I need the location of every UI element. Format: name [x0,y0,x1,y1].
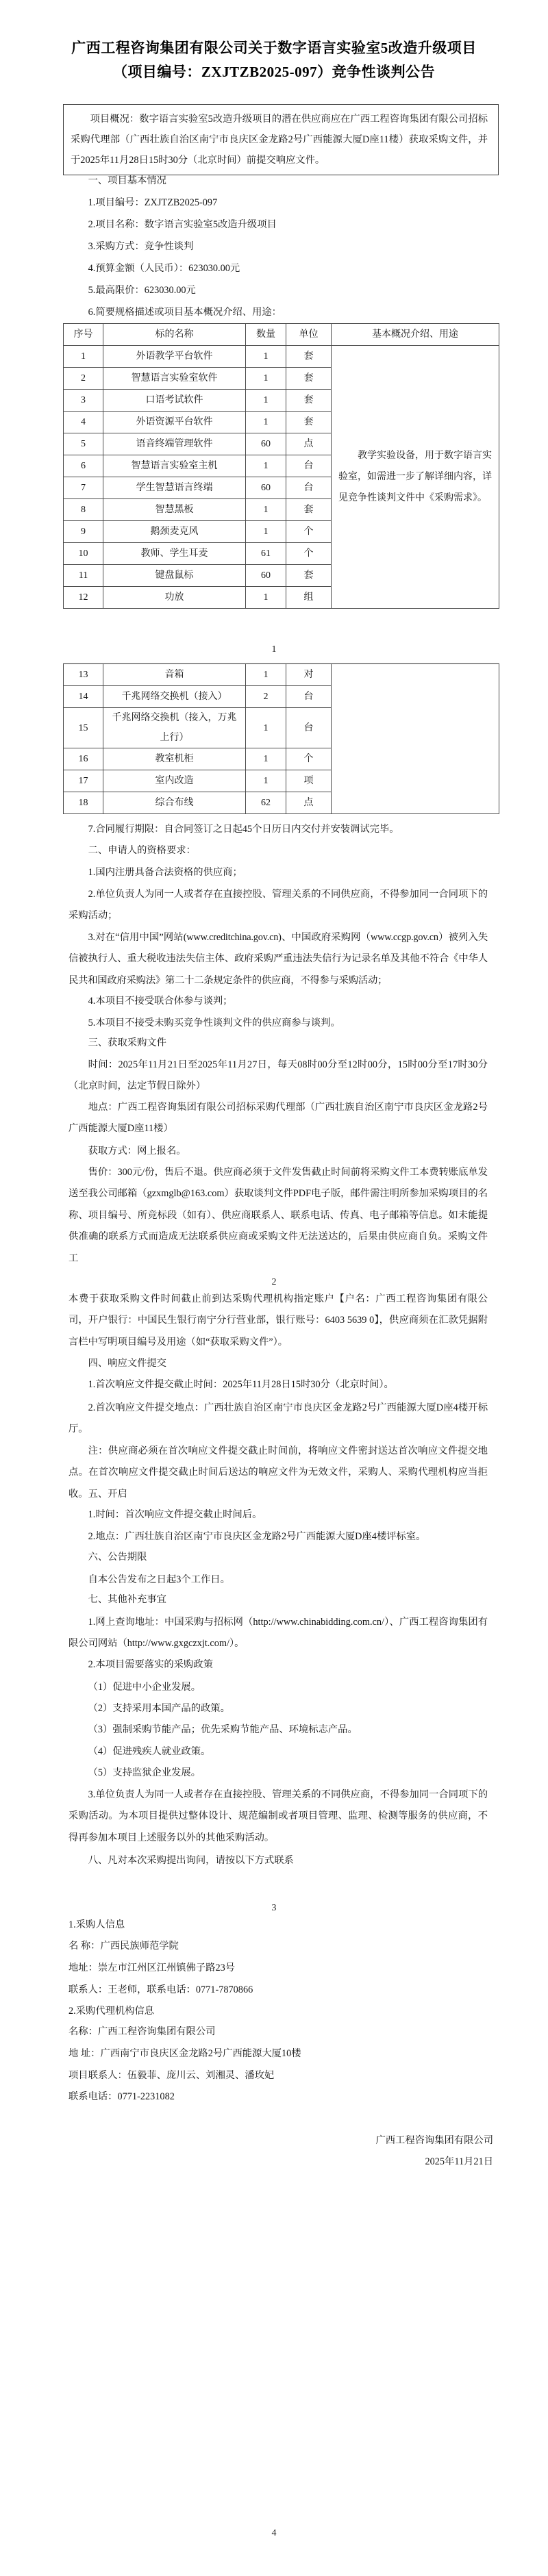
table-cell: 1 [246,390,286,412]
contract-period: 7.合同履行期限：自合同签订之日起45个日历日内交付并安装调试完毕。 [88,824,399,835]
table-cell: 15 [64,708,103,748]
policy-item-2: （2）支持采用本国产品的政策。 [88,1703,230,1714]
table-cell: 教室机柜 [103,748,246,770]
table-cell: 套 [286,412,332,433]
qualification-item-4: 4.本项目不接受联合体参与谈判； [88,996,233,1007]
document-title [0,36,548,84]
table-cell: 12 [64,587,103,609]
policy-item-3: （3）强制采购节能产品；优先采购节能产品、环境标志产品。 [88,1724,358,1735]
table-cell: 60 [246,477,286,499]
page-number-1: 1 [271,644,277,655]
table-cell: 1 [246,664,286,686]
goods-table-page2 [63,663,499,814]
document-title-line2: （项目编号：ZXJTZB2025-097）竞争性谈判公告 [112,64,436,80]
table-cell: 语音终端管理软件 [103,433,246,455]
agency-project-contacts: 项目联系人：伍毅菲、庞川云、刘湘灵、潘玫妃 [68,2070,275,2081]
table-cell: 千兆网络交换机（接入） [103,686,246,708]
policy-item-4: （4）促进残疾人就业政策。 [88,1746,211,1757]
table-cell: 17 [64,770,103,792]
section-2-heading: 二、申请人的资格要求： [88,845,196,856]
col-header-unit: 单位 [286,324,332,346]
col-header-item: 标的名称 [103,324,246,346]
table-cell: 60 [246,565,286,587]
table-cell: 音箱 [103,664,246,686]
table-cell: 1 [246,748,286,770]
table-cell: 键盘鼠标 [103,565,246,587]
policy-item-1: （1）促进中小企业发展。 [88,1682,201,1693]
signature-company: 广西工程咨询集团有限公司 [375,2135,493,2146]
table-cell: 套 [286,368,332,390]
document-obtain-time: 时间：2025年11月21日至2025年11月27日，每天08时00分至12时00分，15时00分至17时30分（北京时间，法定节假日除外） [68,1059,488,1092]
table-cell: 功放 [103,587,246,609]
table-cell: 1 [246,708,286,748]
table-cell: 11 [64,565,103,587]
table-cell: 点 [286,792,332,814]
table-cell: 60 [246,433,286,455]
project-number: 1.项目编号：ZXJTZB2025-097 [88,197,218,208]
table-cell: 9 [64,521,103,543]
project-overview-box [63,104,499,175]
table-cell: 1 [246,770,286,792]
online-query-address: 1.网上查询地址：中国采购与招标网（http://www.chinabidding.com.cn/）、广西工程咨询集团有限公司网站（http://www.gxgczxjt.com/）。 [68,1617,488,1650]
goods-table-header-row [64,324,499,346]
table-cell: 台 [286,686,332,708]
buyer-address: 地址：崇左市江州区江州镇佛子路23号 [68,1962,236,1973]
table-cell: 10 [64,543,103,565]
table-cell: 台 [286,477,332,499]
opening-time: 1.时间：首次响应文件提交截止时间后。 [88,1509,262,1520]
table-cell: 智慧语言实验室主机 [103,455,246,477]
table-cell: 综合布线 [103,792,246,814]
policy-item-5: （5）支持监狱企业发展。 [88,1767,201,1778]
table-cell: 61 [246,543,286,565]
section-5-heading: 五、开启 [88,1489,127,1500]
agency-info-label: 2.采购代理机构信息 [68,2006,155,2017]
table-cell: 套 [286,390,332,412]
usage-note-text: 教学实验设备，用于数字语言实验室，如需进一步了解详细内容，详见竞争性谈判文件中《采购需求》。 [338,451,492,503]
section-7-heading: 七、其他补充事宜 [88,1594,166,1605]
table-row [64,664,499,686]
agency-address: 地 址：广西南宁市良庆区金龙路2号广西能源大厦10楼 [68,2048,301,2059]
document-price-part1: 售价：300元/份，售后不退。供应商必须于文件发售截止时间前将采购文件工本费转账底单发送至我公司邮箱（gzxmglb@163.com）获取谈判文件PDF电子版，邮件需注明所参加采购项目的名称、项目编号、所竞标段（如有）、供应商联系人、联系电话、传真、电子邮箱等信息。如未能提供准确的联系方式而造成无法联系供应商或采购文件无法送达的，后果由供应商自负。采购文件工 [68,1167,488,1264]
table-cell: 套 [286,565,332,587]
table-cell: 1 [246,521,286,543]
table-cell: 1 [246,455,286,477]
usage-note-cell [332,346,499,609]
table-cell: 8 [64,499,103,521]
table-cell: 个 [286,543,332,565]
table-cell: 1 [246,587,286,609]
response-deadline: 1.首次响应文件提交截止时间：2025年11月28日15时30分（北京时间）。 [88,1379,394,1390]
supplementary-item-3: 3.单位负责人为同一人或者存在直接控股、管理关系的不同供应商，不得参加同一合同项下的采购活动。为本项目提供过整体设计、规范编制或者项目管理、监理、检测等服务的供应商，不得再参加本项目上述服务以外的其他采购活动。 [68,1789,488,1843]
table-cell: 16 [64,748,103,770]
section-8-heading: 八、凡对本次采购提出询问，请按以下方式联系 [88,1855,294,1866]
table-cell: 智慧黑板 [103,499,246,521]
table-cell: 3 [64,390,103,412]
page-number-3: 3 [271,1903,277,1913]
table-cell: 鹅颈麦克风 [103,521,246,543]
section-4-heading: 四、响应文件提交 [88,1358,166,1369]
table-cell: 外语教学平台软件 [103,346,246,368]
col-header-qty: 数量 [246,324,286,346]
page-number-2: 2 [271,1277,277,1287]
table-cell: 点 [286,433,332,455]
section-3-heading: 三、获取采购文件 [88,1037,166,1048]
table-cell: 14 [64,686,103,708]
price-ceiling: 5.最高限价：623030.00元 [88,285,196,296]
table-cell: 外语资源平台软件 [103,412,246,433]
opening-place: 2.地点：广西壮族自治区南宁市良庆区金龙路2号广西能源大厦D座4楼评标室。 [88,1531,426,1542]
table-cell: 套 [286,499,332,521]
table-cell: 套 [286,346,332,368]
document-obtain-place: 地点：广西工程咨询集团有限公司招标采购代理部（广西壮族自治区南宁市良庆区金龙路2号广西能源大厦D座11楼） [68,1102,488,1135]
agency-phone: 联系电话：0771-2231082 [68,2091,175,2102]
table-cell: 18 [64,792,103,814]
table-cell: 项 [286,770,332,792]
table-cell: 62 [246,792,286,814]
table-cell: 室内改造 [103,770,246,792]
table-cell: 千兆网络交换机（接入，万兆上行） [103,708,246,748]
table-cell: 13 [64,664,103,686]
qualification-item-2: 2.单位负责人为同一人或者存在直接控股、管理关系的不同供应商，不得参加同一合同项下的采购活动； [68,889,488,922]
buyer-contact: 联系人：王老师，联系电话：0771-7870866 [68,1984,253,1995]
table-cell: 1 [246,368,286,390]
table-cell: 1 [246,346,286,368]
table-cell: 1 [246,412,286,433]
table-cell: 个 [286,748,332,770]
table-cell: 2 [64,368,103,390]
section-1-heading: 一、项目基本情况 [88,175,166,186]
agency-name: 名称：广西工程咨询集团有限公司 [68,2026,216,2037]
table-cell: 口语考试软件 [103,390,246,412]
col-header-usage: 基本概况介绍、用途 [332,324,499,346]
response-place: 2.首次响应文件提交地点：广西壮族自治区南宁市良庆区金龙路2号广西能源大厦D座4楼开标厅。 [68,1402,488,1435]
qualification-item-3: 3.对在“信用中国”网站(www.creditchina.gov.cn)、中国政府采购网（www.ccgp.gov.cn）被列入失信被执行人、重大税收违法失信主体、政府采购严重违法失信行为记录名单及其他不符合《中华人民共和国政府采购法》第二十二条规定条件的供应商，不得参与采购活动； [68,932,488,986]
col-header-seq: 序号 [64,324,103,346]
procurement-policy-label: 2.本项目需要落实的采购政策 [88,1659,213,1670]
announcement-period: 自本公告发布之日起3个工作日。 [88,1574,230,1585]
table-cell: 1 [64,346,103,368]
table-cell: 1 [246,499,286,521]
document-title-line1: 广西工程咨询集团有限公司关于数字语言实验室5改造升级项目 [71,40,477,56]
table-cell: 教师、学生耳麦 [103,543,246,565]
response-note: 注：供应商必须在首次响应文件提交截止时间前，将响应文件密封送达首次响应文件提交地点。在首次响应文件提交截止时间后送达的响应文件为无效文件，采购人、采购代理机构应当拒收。 [68,1445,488,1500]
qualification-item-1: 1.国内注册具备合法资格的供应商； [88,867,242,878]
table-cell: 7 [64,477,103,499]
document-obtain-method: 获取方式：网上报名。 [88,1146,186,1157]
table-cell: 台 [286,455,332,477]
table-cell: 6 [64,455,103,477]
table-cell: 4 [64,412,103,433]
buyer-info-label: 1.采购人信息 [68,1919,125,1930]
project-overview-text: 项目概况：数字语言实验室5改造升级项目的潜在供应商应在广西工程咨询集团有限公司招标采购代理部（广西壮族自治区南宁市良庆区金龙路2号广西能源大厦D座11楼）获取采购文件，并于2025年11月28日15时30分（北京时间）前提交响应文件。 [71,114,488,166]
table-cell: 个 [286,521,332,543]
table-cell: 对 [286,664,332,686]
spec-intro-label: 6.简要规格描述或项目基本概况介绍、用途： [88,307,282,318]
project-name: 2.项目名称：数字语言实验室5改造升级项目 [88,219,277,230]
usage-note-cell [332,664,499,814]
qualification-item-5: 5.本项目不接受未购买竞争性谈判文件的供应商参与谈判。 [88,1018,340,1028]
table-cell: 智慧语言实验室软件 [103,368,246,390]
table-row [64,346,499,368]
table-cell: 5 [64,433,103,455]
signature-date: 2025年11月21日 [425,2156,493,2167]
buyer-name: 名 称：广西民族师范学院 [68,1941,179,1952]
table-cell: 台 [286,708,332,748]
table-cell: 2 [246,686,286,708]
section-6-heading: 六、公告期限 [88,1552,147,1563]
page-number-4: 4 [271,2528,277,2538]
table-cell: 组 [286,587,332,609]
budget-amount: 4.预算金额（人民币）：623030.00元 [88,263,240,274]
document-price-part2: 本费于获取采购文件时间截止前到达采购代理机构指定账户【户名：广西工程咨询集团有限公司，开户银行：中国民生银行南宁分行营业部，银行账号：6403 5639 0】，供应商须在汇款凭据附言栏中写明项目编号及用途（如“获取采购文件”）。 [68,1293,488,1348]
procurement-method: 3.采购方式：竞争性谈判 [88,241,194,252]
goods-table-page1 [63,323,499,609]
table-cell: 学生智慧语言终端 [103,477,246,499]
